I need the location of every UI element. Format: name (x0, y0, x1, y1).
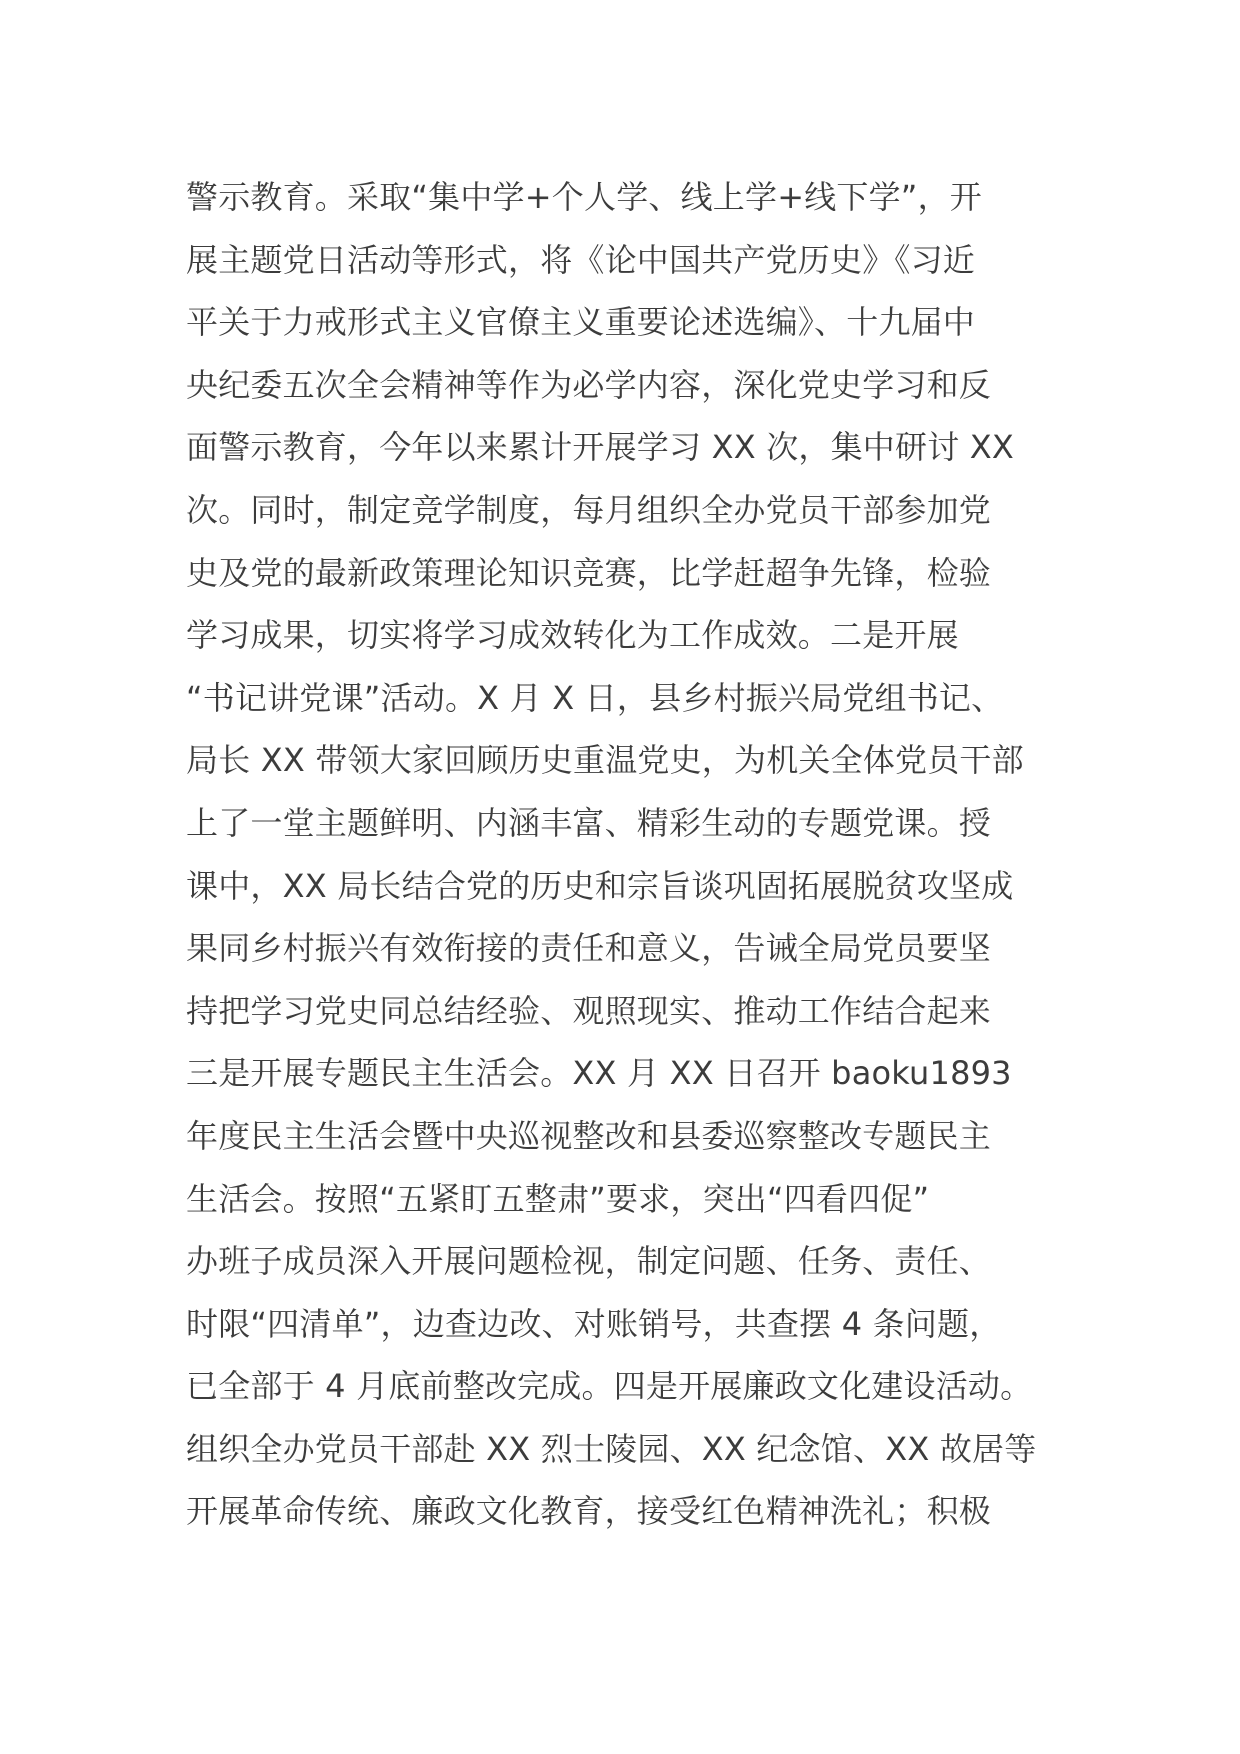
text-line: 果同乡村振兴有效衔接的责任和意义，告诫全局党员要坚 (186, 929, 992, 968)
text-line: 课中，XX 局长结合党的历史和宗旨谈巩固拓展脱贫攻坚成 (186, 866, 1014, 905)
text-line: 面警示教育，今年以来累计开展学习 XX 次，集中研讨 XX (186, 428, 1015, 467)
text-line: 上了一堂主题鲜明、内涵丰富、精彩生动的专题党课。授 (186, 803, 992, 842)
text-line: 央纪委五次全会精神等作为必学内容，深化党史学习和反 (186, 365, 992, 404)
text-line: “书记讲党课”活动。X 月 X 日，县乡村振兴局党组书记、 (186, 678, 1004, 717)
text-line: 生活会。按照“五紧盯五整肃”要求，突出“四看四促” (186, 1179, 930, 1218)
text-line: 平关于力戒形式主义官僚主义重要论述选编》、十九届中 (186, 303, 976, 342)
body-paragraph (186, 166, 1086, 1543)
text-line: 史及党的最新政策理论知识竞赛，比学赶超争先锋，检验 (186, 553, 992, 592)
text-line: 办班子成员深入开展问题检视，制定问题、任务、责任、 (186, 1242, 992, 1281)
text-line: 警示教育。采取“集中学+个人学、线上学+线下学”，开 (186, 178, 982, 216)
text-line: 开展革命传统、廉政文化教育，接受红色精神洗礼；积极 (186, 1492, 992, 1531)
text-line: 局长 XX 带领大家回顾历史重温党史，为机关全体党员干部 (186, 741, 1024, 780)
text-line: 时限“四清单”，边查边改、对账销号，共查摆 4 条问题， (186, 1304, 1002, 1343)
text-line: 学习成果，切实将学习成效转化为工作成效。二是开展 (186, 616, 959, 655)
text-line: 次。同时，制定竞学制度，每月组织全办党员干部参加党 (186, 490, 992, 529)
text-line: 组织全办党员干部赴 XX 烈士陵园、XX 纪念馆、XX 故居等 (186, 1429, 1037, 1468)
text-line: 展主题党日活动等形式，将《论中国共产党历史》《习近 (186, 240, 976, 279)
text-line: 持把学习党史同总结经验、观照现实、推动工作结合起来 (186, 991, 992, 1030)
text-line: 三是开展专题民主生活会。XX 月 XX 日召开 baoku1893 (186, 1054, 1012, 1093)
text-line: 已全部于 4 月底前整改完成。四是开展廉政文化建设活动。 (186, 1367, 1033, 1406)
text-line: 年度民主生活会暨中央巡视整改和县委巡察整改专题民主 (186, 1116, 992, 1155)
